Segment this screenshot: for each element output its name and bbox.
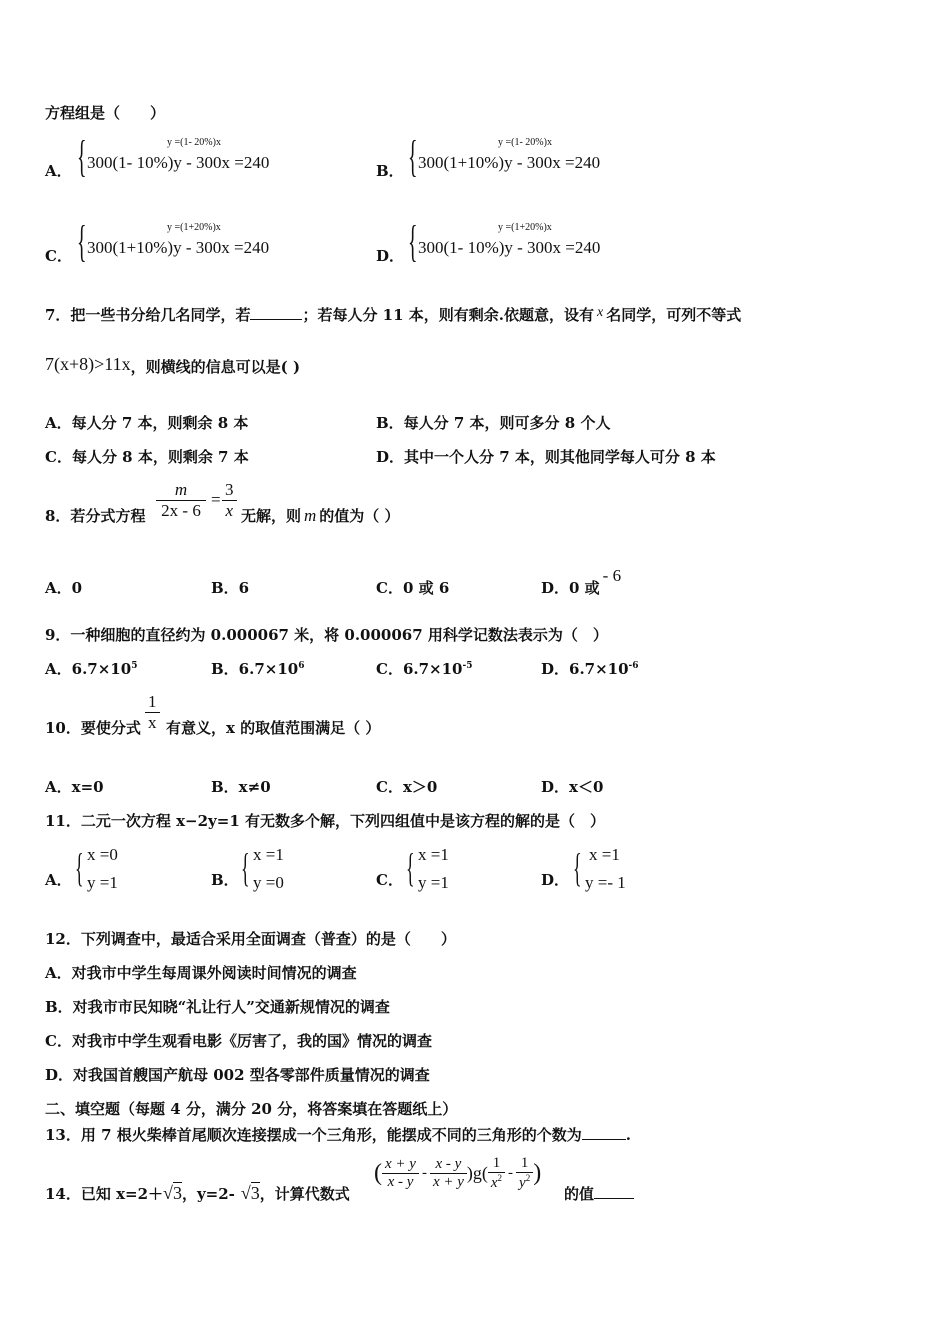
brace: { (408, 217, 418, 266)
equation-bottom: 300(1+10%)y - 300x =240 (87, 238, 270, 257)
q12-option-c[interactable]: C．对我市中学生观看电影《厉害了，我的国》情况的调查 (45, 1032, 432, 1050)
q14-stem-d: 的值 (564, 1183, 634, 1204)
q8-stem-a: 8．若分式方程 (45, 507, 146, 525)
q10-stem-a: 10．要使分式 (45, 719, 141, 737)
answer-blank[interactable] (594, 1184, 634, 1199)
sqrt-sign: √3 (163, 1183, 182, 1203)
q10-option-a[interactable]: A．x=0 (45, 778, 104, 796)
option-label: C． (45, 247, 72, 265)
q7-option-d[interactable]: D．其中一个人分 7 本，则其他同学每人可分 8 本 (376, 448, 716, 466)
equals-sign: = (211, 490, 221, 509)
q11-stem: 11．二元一次方程 x−2y=1 有无数多个解，下列四组值中是该方程的解的是（ ） (45, 812, 605, 830)
q12-option-d[interactable]: D．对我国首艘国产航母 002 型各零部件质量情况的调查 (45, 1066, 430, 1084)
q12-stem: 12．下列调查中，最适合采用全面调查（普查）的是（ ） (45, 930, 456, 948)
q7-option-a[interactable]: A．每人分 7 本，则剩余 8 本 (45, 414, 249, 432)
equation-top: y =(1+20%)x (167, 222, 221, 233)
q9-stem: 9．一种细胞的直径约为 0.000067 米，将 0.000067 用科学记数法表示为（ ） (45, 626, 608, 644)
q8-option-d[interactable]: D．0 或- 6 (541, 566, 622, 597)
equation-bottom: 300(1- 10%)y - 300x =240 (87, 153, 270, 172)
equation-bottom: 300(1+10%)y - 300x =240 (418, 153, 601, 172)
q10-option-c[interactable]: C．x＞0 (376, 778, 438, 796)
q8-fraction-1: $\frac{m}{2x - 6}$ (156, 480, 206, 521)
brace: { (573, 845, 582, 890)
brace: { (241, 845, 250, 890)
sqrt-sign: √3 (240, 1183, 260, 1203)
q10-option-d[interactable]: D．x＜0 (541, 778, 604, 796)
brace: { (408, 132, 418, 181)
q7-option-c[interactable]: C．每人分 8 本，则剩余 7 本 (45, 448, 249, 466)
q10-fraction: $\frac{1}{x}$ (145, 692, 160, 733)
q7-stem-line2: 7(x+8)>11x，则横线的信息可以是( ) (45, 354, 301, 376)
q13-stem: 13．用 7 根火柴棒首尾顺次连接摆成一个三角形，能摆成不同的三角形的个数为 . (45, 1126, 631, 1144)
q14-expression: ( $\frac{x + y}{x - y}$ - $\frac{x - y}{x + y}$ )g( $\frac{1}{x^2}$ - $\frac{1}{y^2}$ ) (374, 1155, 542, 1191)
q9-option-b[interactable]: B．$6.7\times 10^6$ (211, 660, 305, 678)
q8-option-a[interactable]: A．0 (45, 579, 83, 597)
section-heading: 二、填空题（每题 4 分，满分 20 分，将答案填在答题纸上） (45, 1100, 458, 1118)
q10-stem-b: 有意义，x 的取值范围满足（ ） (166, 719, 381, 737)
q8-stem-b: 无解，则 m 的值为（ ） (241, 506, 400, 525)
brace: { (77, 217, 87, 266)
brace: { (406, 845, 415, 890)
q8-option-c[interactable]: C．0 或 6 (376, 579, 450, 597)
q14-stem-a: 14．已知 x=2＋√3，y=2- √3，计算代数式 (45, 1183, 350, 1203)
q10-option-b[interactable]: B．x≠0 (211, 778, 271, 796)
equation-top: y =(1- 20%)x (167, 137, 221, 148)
paren: ( (374, 1160, 382, 1186)
q12-option-b[interactable]: B．对我市市民知晓“礼让行人”交通新规情况的调查 (45, 998, 390, 1016)
option-label: A． (45, 162, 72, 180)
q8-option-b[interactable]: B．6 (211, 579, 250, 597)
brace: { (75, 845, 84, 890)
q9-option-c[interactable]: C．$6.7\times 10^{-5}$ (376, 660, 473, 678)
q8-fraction-2: $\frac{3}{x}$ (222, 480, 237, 521)
option-label: B． (376, 162, 404, 180)
option-label: D． (376, 247, 405, 265)
equation-bottom: 300(1- 10%)y - 300x =240 (418, 238, 601, 257)
brace: { (77, 132, 87, 181)
equation-top: y =(1- 20%)x (498, 137, 552, 148)
q7-option-b[interactable]: B．每人分 7 本，则可多分 8 个人 (376, 414, 611, 432)
q12-option-a[interactable]: A．对我市中学生每周课外阅读时间情况的调查 (45, 964, 357, 982)
inequality: 7(x+8)>11x (45, 354, 131, 374)
q9-option-d[interactable]: D．$6.7\times 10^{-6}$ (541, 660, 639, 678)
answer-blank[interactable] (582, 1125, 626, 1140)
q7-stem: 7．把一些书分给几名同学，若 ；若每人分 11 本，则有剩余.依题意，设有 x 名同学，可列不等式 (45, 305, 742, 324)
equation-top: y =(1+20%)x (498, 222, 552, 233)
paren: ) (533, 1160, 542, 1186)
blank-line (250, 305, 302, 320)
q6-stem: 方程组是（ ） (45, 104, 166, 122)
q9-option-a[interactable]: A．$6.7\times 10^5$ (45, 660, 138, 678)
